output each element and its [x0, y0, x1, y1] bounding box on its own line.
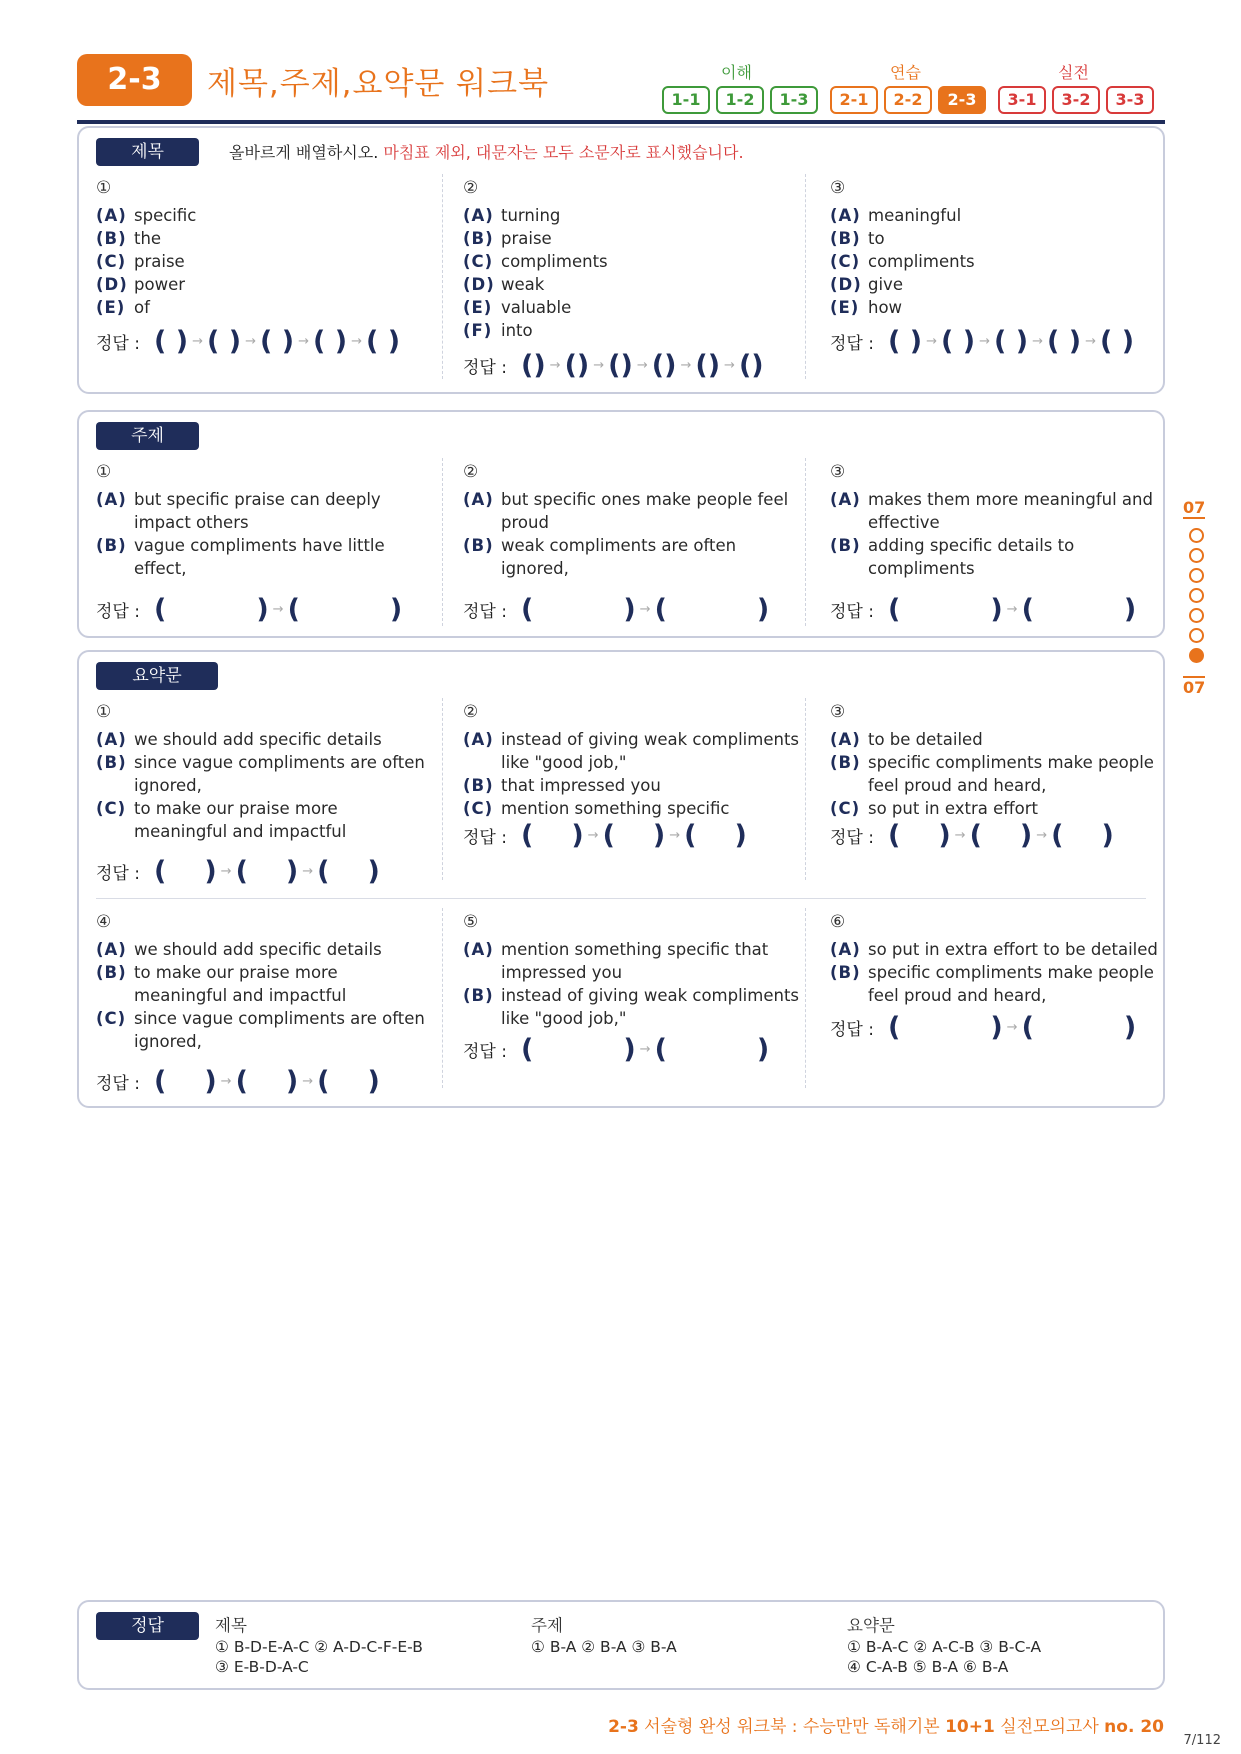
option-row: (D) power — [96, 275, 185, 294]
unit-badge: 2-3 — [77, 54, 192, 106]
answer-slots[interactable]: 정답 : ( ) → ( ) → ( ) — [463, 820, 747, 851]
key-title-head: 제목 — [215, 1616, 247, 1635]
option-row: (C) compliments — [463, 252, 608, 271]
option-row: (C) compliments — [830, 252, 975, 271]
item-number: ⑤ — [463, 912, 479, 932]
page-number: 7/112 — [1183, 1733, 1221, 1748]
answer-label: 정답 : — [96, 602, 140, 622]
answer-slots[interactable]: 정답 : ( ) → ( ) — [96, 594, 403, 625]
nav-1-1-button[interactable]: 1-1 — [662, 86, 710, 114]
answer-label: 정답 : — [463, 358, 507, 378]
item-number: ① — [96, 702, 112, 722]
option-row: (B) the — [96, 229, 162, 248]
item-number: ② — [463, 178, 479, 198]
theme-item-2 — [463, 462, 803, 632]
group-label-practice: 연습 — [890, 63, 921, 82]
instruction-main: 올바르게 배열하시오. — [229, 143, 379, 162]
nav-1-3-button[interactable]: 1-3 — [770, 86, 818, 114]
title-section-panel — [77, 126, 1165, 394]
option-row: (B) to — [830, 229, 885, 248]
answer-slots[interactable]: 정답 : ( ) → ( ) → ( ) — [830, 820, 1114, 851]
side-index-bottom: 07 — [1183, 678, 1206, 697]
option-row: (B) to make our praise more meaningful and impactful — [96, 963, 347, 1005]
option-row: (A) instead of giving weak compliments like "good job," — [463, 730, 800, 772]
theme-section-pill: 주제 — [96, 422, 199, 450]
answer-slots[interactable]: 정답 : ( ) → ( ) — [463, 594, 770, 625]
option-row: (A) meaningful — [830, 206, 962, 225]
answer-slots[interactable]: 정답 : ( ) → ( ) → ( ) — [96, 856, 380, 887]
item-number: ② — [463, 702, 479, 722]
answer-slots[interactable]: 정답 : ( ) → ( ) — [463, 1034, 770, 1065]
side-index-dot — [1189, 628, 1204, 643]
option-row: (A) specific — [96, 206, 197, 225]
answer-slots[interactable]: 정답 : ( ) → ( ) — [830, 594, 1137, 625]
item-number: ③ — [830, 702, 846, 722]
option-row: (E) valuable — [463, 298, 572, 317]
theme-item-1 — [96, 462, 436, 632]
column-divider — [805, 908, 806, 1088]
nav-3-1-button[interactable]: 3-1 — [998, 86, 1046, 114]
row-divider — [96, 898, 1146, 899]
option-row: (A) mention something specific that impressed you — [463, 940, 769, 982]
answer-label: 정답 : — [463, 602, 507, 622]
option-row: (B) vague compliments have little effect, — [96, 536, 385, 578]
column-divider — [442, 698, 443, 880]
option-row: (C) mention something specific — [463, 799, 730, 818]
nav-1-2-button[interactable]: 1-2 — [716, 86, 764, 114]
header-divider — [77, 120, 1165, 124]
answer-label: 정답 : — [830, 334, 874, 354]
instruction-note: 마침표 제외, 대문자는 모두 소문자로 표시했습니다. — [383, 143, 744, 162]
option-row: (B) adding specific details to compliments — [830, 536, 1075, 578]
title-item-3 — [830, 178, 1170, 393]
column-divider — [442, 458, 443, 626]
item-number: ② — [463, 462, 479, 482]
option-row: (B) specific compliments make people feel proud and heard, — [830, 753, 1154, 795]
key-summary-line-1: ① B-A-C ② A-C-B ③ B-C-A — [847, 1638, 1042, 1656]
key-title-line-1: ① B-D-E-A-C ② A-D-C-F-E-B — [215, 1638, 423, 1656]
summary-item-3 — [830, 702, 1170, 892]
summary-section-pill: 요약문 — [96, 662, 218, 690]
side-index-dot — [1189, 588, 1204, 603]
theme-item-3 — [830, 462, 1170, 632]
answer-label: 정답 : — [830, 602, 874, 622]
answer-slots[interactable]: 정답 : ( ) → ( ) — [830, 1012, 1137, 1043]
side-index-top: 07 — [1183, 498, 1206, 517]
side-index-dot — [1189, 548, 1204, 563]
summary-item-5 — [463, 912, 803, 1102]
group-label-understand: 이해 — [721, 63, 752, 82]
column-divider — [442, 908, 443, 1088]
item-number: ③ — [830, 462, 846, 482]
summary-section-panel — [77, 650, 1165, 1108]
option-row: (C) praise — [96, 252, 185, 271]
option-row: (D) weak — [463, 275, 545, 294]
key-theme-line-1: ① B-A ② B-A ③ B-A — [531, 1638, 677, 1656]
option-row: (A) so put in extra effort to be detailed — [830, 940, 1158, 959]
option-row: (B) weak compliments are often ignored, — [463, 536, 737, 578]
option-row: (C) so put in extra effort — [830, 799, 1038, 818]
option-row: (A) to be detailed — [830, 730, 983, 749]
item-number: ④ — [96, 912, 112, 932]
summary-item-1 — [96, 702, 436, 892]
answer-slots[interactable]: 정답 : ( ) → ( ) → ( ) — [96, 1066, 380, 1097]
column-divider — [805, 698, 806, 880]
theme-section-panel — [77, 410, 1165, 638]
summary-item-2 — [463, 702, 803, 892]
answer-label: 정답 : — [463, 1042, 507, 1062]
item-number: ③ — [830, 178, 846, 198]
option-row: (B) specific compliments make people feel proud and heard, — [830, 963, 1154, 1005]
answer-label: 정답 : — [96, 864, 140, 884]
key-summary-head: 요약문 — [847, 1616, 895, 1635]
key-theme-head: 주제 — [531, 1616, 563, 1635]
answer-label: 정답 : — [96, 1074, 140, 1094]
option-row: (C) since vague compliments are often ignored, — [96, 1009, 425, 1051]
side-index-dot — [1189, 528, 1204, 543]
column-divider — [805, 174, 806, 379]
column-divider — [442, 174, 443, 379]
column-divider — [805, 458, 806, 626]
summary-item-4 — [96, 912, 436, 1102]
nav-2-1-button[interactable]: 2-1 — [830, 86, 878, 114]
option-row: (C) to make our praise more meaningful and impactful — [96, 799, 347, 841]
item-number: ① — [96, 462, 112, 482]
option-row: (A) we should add specific details — [96, 940, 382, 959]
answer-slots[interactable]: 정답 : () → () → () → () → () → () — [463, 350, 764, 381]
answer-key-pill: 정답 — [96, 1612, 199, 1640]
summary-item-6 — [830, 912, 1170, 1102]
footer-caption: 2-3 서술형 완성 워크북 : 수능만만 독해기본 10+1 실전모의고사 no. 20 — [608, 1717, 1164, 1737]
option-row: (A) we should add specific details — [96, 730, 382, 749]
nav-3-2-button[interactable]: 3-2 — [1052, 86, 1100, 114]
item-number: ⑥ — [830, 912, 846, 932]
nav-2-3-button[interactable]: 2-3 — [938, 86, 986, 114]
title-item-1 — [96, 178, 436, 393]
title-section-pill: 제목 — [96, 138, 199, 166]
title-item-2 — [463, 178, 803, 393]
answer-slots[interactable]: 정답 : ( ) → ( ) → ( ) → ( ) → ( ) — [96, 326, 401, 357]
group-label-real: 실전 — [1058, 63, 1089, 82]
option-row: (A) but specific praise can deeply impact others — [96, 490, 381, 532]
option-row: (A) but specific ones make people feel proud — [463, 490, 789, 532]
key-title-line-2: ③ E-B-D-A-C — [215, 1658, 309, 1676]
option-row: (D) give — [830, 275, 903, 294]
option-row: (E) how — [830, 298, 903, 317]
option-row: (F) into — [463, 321, 533, 340]
nav-2-2-button[interactable]: 2-2 — [884, 86, 932, 114]
side-index-dot — [1189, 568, 1204, 583]
option-row: (A) turning — [463, 206, 561, 225]
answer-label: 정답 : — [830, 828, 874, 848]
answer-slots[interactable]: 정답 : ( ) → ( ) → ( ) → ( ) → ( ) — [830, 326, 1135, 357]
answer-label: 정답 : — [463, 828, 507, 848]
answer-label: 정답 : — [96, 334, 140, 354]
side-index-dot-current — [1189, 648, 1204, 663]
option-row: (B) since vague compliments are often ignored, — [96, 753, 425, 795]
title-instruction — [229, 140, 744, 163]
answer-key-panel — [77, 1600, 1165, 1690]
page-title: 제목,주제,요약문 워크북 — [207, 66, 550, 102]
item-number: ① — [96, 178, 112, 198]
option-row: (A) makes them more meaningful and effective — [830, 490, 1153, 532]
side-index-dot — [1189, 608, 1204, 623]
answer-label: 정답 : — [830, 1020, 874, 1040]
option-row: (E) of — [96, 298, 150, 317]
option-row: (B) that impressed you — [463, 776, 661, 795]
key-summary-line-2: ④ C-A-B ⑤ B-A ⑥ B-A — [847, 1658, 1009, 1676]
option-row: (B) praise — [463, 229, 552, 248]
nav-3-3-button[interactable]: 3-3 — [1106, 86, 1154, 114]
option-row: (B) instead of giving weak compliments like "good job," — [463, 986, 800, 1028]
